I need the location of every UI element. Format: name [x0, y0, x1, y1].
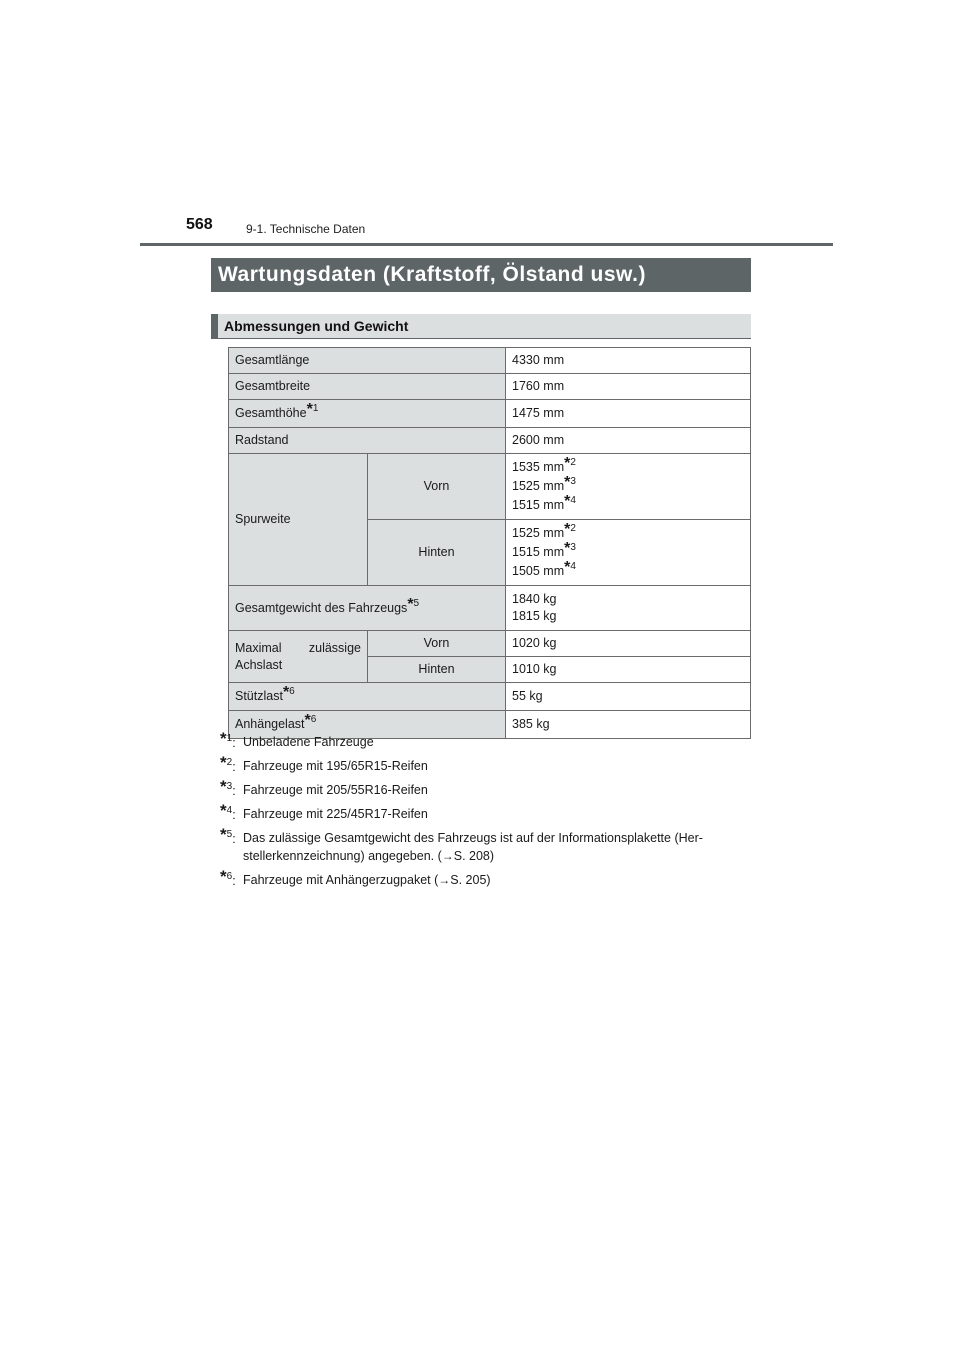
colon: :: [232, 832, 236, 846]
footnote-star-icon: *: [407, 595, 414, 613]
footnote-number: 5: [226, 829, 233, 840]
label-text: Gesamtgewicht des Fahrzeugs: [235, 600, 408, 615]
footnote-marker: [220, 729, 236, 754]
footnote-number: 3: [226, 781, 233, 792]
value-line: 1815 kg: [512, 609, 557, 623]
footnote-number: 1: [226, 733, 233, 744]
footnote-marker: [220, 825, 236, 850]
footnote-number: 4: [570, 561, 576, 572]
row-value: 4330 mm: [506, 348, 751, 374]
value-line: [512, 455, 744, 477]
row-label: Gesamtlänge: [229, 348, 506, 374]
footnote-text-part: stellerkennzeichnung) angegeben. (: [243, 849, 442, 863]
row-value: [506, 586, 751, 631]
colon: :: [232, 808, 236, 822]
value-text: 1525 mm: [512, 479, 565, 493]
footnote-text: Unbeladene Fahrzeuge: [243, 735, 374, 749]
row-label: Radstand: [229, 428, 506, 454]
label-line: Achslast: [235, 657, 283, 672]
footnote-item: [220, 753, 760, 775]
footnote-item: [220, 777, 760, 799]
footnote-number: 6: [289, 686, 295, 697]
footnote-text: Fahrzeuge mit 195/65R15-Reifen: [243, 759, 428, 773]
footnote-star-icon: *: [564, 474, 571, 491]
page-title: Wartungsdaten (Kraftstoff, Ölstand usw.): [211, 258, 751, 292]
footnote-item: [220, 825, 760, 865]
value-text: 1515 mm: [512, 498, 565, 512]
row-label: Gesamtbreite: [229, 374, 506, 400]
footnote-star-icon: *: [220, 867, 227, 886]
row-value: 1760 mm: [506, 374, 751, 400]
footnote-item: [220, 801, 760, 823]
footnote-number: 6: [310, 714, 317, 725]
footnote-number: 4: [570, 495, 576, 506]
footnote-number: 5: [413, 597, 420, 609]
specifications-table: [228, 347, 751, 739]
value-line: [512, 521, 744, 543]
table-row: [229, 454, 751, 520]
footnote-star-icon: *: [220, 825, 227, 844]
value-line: [512, 474, 744, 496]
footnote-number: 1: [312, 403, 319, 414]
arrow-right-icon: →: [438, 873, 451, 887]
footnote-star-icon: *: [282, 684, 290, 701]
row-label: [229, 683, 506, 711]
row-label: [229, 586, 506, 631]
page-number: 568: [186, 216, 213, 233]
section-heading: Abmessungen und Gewicht: [211, 314, 751, 339]
row-value: 2600 mm: [506, 428, 751, 454]
label-text: Anhängelast: [235, 717, 305, 731]
table-row: [229, 586, 751, 631]
sub-label: Hinten: [368, 520, 506, 586]
footnote-number: 2: [226, 757, 233, 768]
table-row: [229, 428, 751, 454]
footnote-star-icon: *: [564, 540, 571, 557]
row-value: 1020 kg: [506, 631, 751, 657]
row-value: [506, 520, 751, 586]
label-line: Maximal zulässige: [235, 640, 361, 655]
value-text: 1515 mm: [512, 545, 565, 559]
colon: :: [232, 736, 236, 750]
page-reference-link[interactable]: S. 208): [453, 849, 495, 863]
footnote-number: 2: [570, 523, 576, 534]
value-line: [512, 540, 744, 562]
table-row: [229, 348, 751, 374]
footnote-star-icon: *: [304, 712, 311, 729]
sub-label: Hinten: [368, 657, 506, 683]
value-line: [512, 559, 744, 581]
colon: :: [232, 760, 236, 774]
footnote-number: 3: [570, 542, 576, 553]
footnote-star-icon: *: [564, 559, 571, 576]
sub-label: Vorn: [368, 454, 506, 520]
footnote-number: 6: [226, 871, 233, 882]
footnote-text: Fahrzeuge mit 225/45R17-Reifen: [243, 807, 428, 821]
table-row: [229, 374, 751, 400]
value-text: 1535 mm: [512, 460, 565, 474]
footnote-text: Fahrzeuge mit 205/55R16-Reifen: [243, 783, 428, 797]
footnote-marker: [220, 777, 236, 802]
footnote-star-icon: *: [220, 753, 227, 772]
footnote-item: [220, 867, 760, 889]
footnote-star-icon: *: [564, 493, 571, 510]
colon: :: [232, 874, 236, 888]
table-row: [229, 631, 751, 657]
row-value: [506, 454, 751, 520]
footnote-text: [243, 847, 760, 865]
footnote-star-icon: *: [306, 401, 313, 418]
value-line: 1840 kg: [512, 592, 557, 606]
row-value: 385 kg: [506, 711, 751, 739]
row-value: 1010 kg: [506, 657, 751, 683]
footnote-text: Fahrzeuge mit Anhängerzugpaket (: [243, 873, 439, 887]
header-divider: [140, 243, 833, 246]
footnote-star-icon: *: [564, 521, 571, 538]
colon: :: [232, 784, 236, 798]
value-line: [512, 493, 744, 515]
row-value: 55 kg: [506, 683, 751, 711]
arrow-right-icon: →: [441, 849, 454, 863]
table-row: [229, 683, 751, 711]
value-text: 1505 mm: [512, 564, 565, 578]
footnote-marker: [220, 867, 236, 892]
footnote-number: 2: [570, 457, 576, 468]
footnote-text: Das zulässige Gesamtgewicht des Fahrzeugs ist auf der Informationsplakette (Her-: [243, 831, 703, 845]
footnotes: [220, 729, 760, 895]
footnote-number: 3: [570, 476, 576, 487]
page-reference-link[interactable]: S. 205): [450, 873, 491, 887]
sub-label: Vorn: [368, 631, 506, 657]
table-row: [229, 400, 751, 428]
footnote-star-icon: *: [220, 729, 227, 748]
row-label: Spurweite: [229, 454, 368, 586]
footnote-star-icon: *: [220, 777, 227, 796]
footnote-star-icon: *: [564, 455, 571, 472]
section-reference: 9-1. Technische Daten: [246, 222, 366, 236]
footnote-marker: [220, 801, 236, 826]
footnote-marker: [220, 753, 236, 778]
footnote-star-icon: *: [220, 801, 227, 820]
row-label: [229, 631, 368, 683]
label-text: Stützlast: [235, 689, 283, 703]
value-text: 1525 mm: [512, 526, 565, 540]
footnote-number: 4: [226, 805, 233, 816]
row-value: 1475 mm: [506, 400, 751, 428]
label-text: Gesamthöhe: [235, 406, 307, 420]
footnote-item: [220, 729, 760, 751]
row-label: [229, 400, 506, 428]
